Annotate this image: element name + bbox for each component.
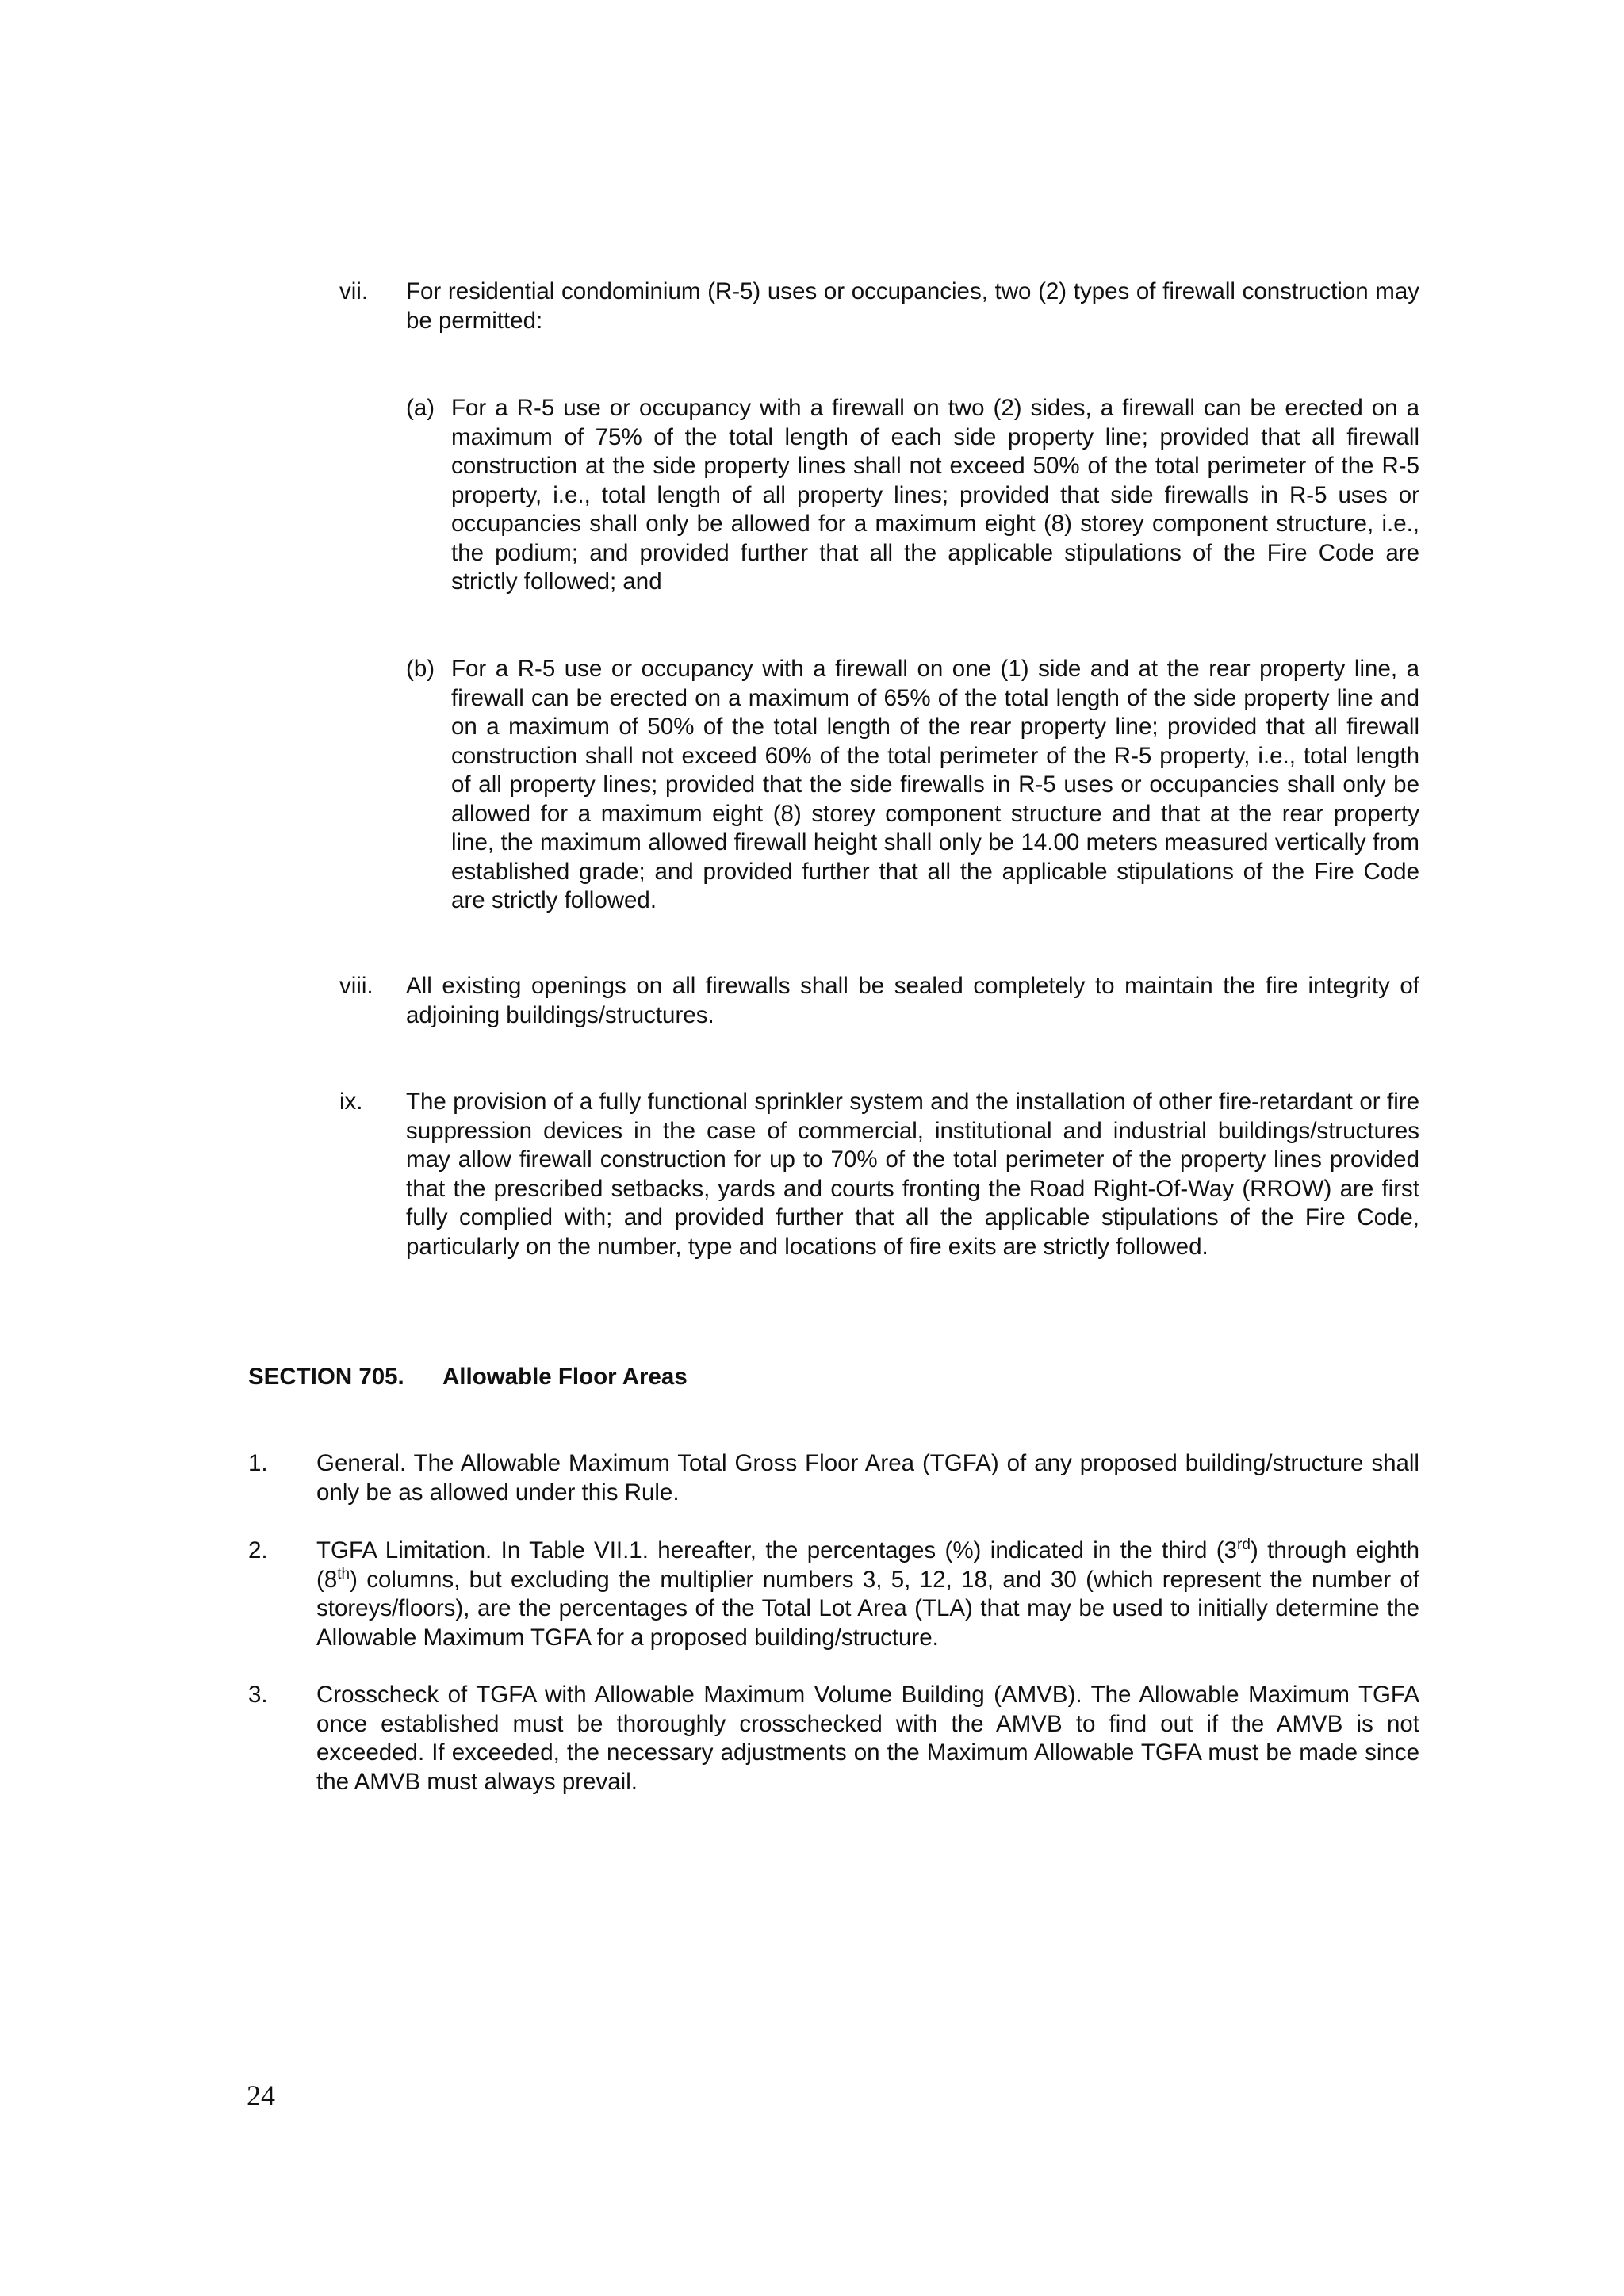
item-ix-text: The provision of a fully functional sprinkler system and the installation of other fire-retardant or fire suppression devices in the case of commercial, institutional and industrial buildings/structures may allow firewall construction for up to 70% of the total perimeter of the property lines provided that the prescribed setbacks, yards and courts fronting the Road Right-Of-Way (RROW) are first fully complied with; and provided further that all the applicable stipulations of the Fire Code, particularly on the number, type and locations of fire exits are strictly followed.: [406, 1089, 1419, 1260]
sub-a-text: For a R-5 use or occupancy with a firewall on two (2) sides, a firewall can be erected on a maximum of 75% of the total length of each side property line; provided that all firewall construction at the side property lines shall not exceed 50% of the total perimeter of the R-5 property, i.e., total length of all property lines; provided that side firewalls in R-5 uses or occupancies shall only be allowed for a maximum eight (8) storey component structure, i.e., the podium; and provided further that all the applicable stipulations of the Fire Code are strictly followed; and: [451, 395, 1419, 595]
item-vii-marker: vii.: [339, 278, 369, 304]
sub-a-label: (a): [406, 395, 435, 421]
numbered-1-text: General. The Allowable Maximum Total Gross Floor Area (TGFA) of any proposed building/structure shall only be as allowed under this Rule.: [316, 1450, 1419, 1506]
numbered-3-marker: 3.: [248, 1682, 268, 1708]
numbered-2-text: TGFA Limitation. In Table VII.1. hereafter, the percentages (%) indicated in the third (3rd) through eighth (8th) columns, but excluding the multiplier numbers 3, 5, 12, 18, and 30 (which represent the number of storeys/floors), are the percentages of the Total Lot Area (TLA) that may be used to initially determine the Allowable Maximum TGFA for a proposed building/structure.: [316, 1536, 1419, 1651]
numbered-1-marker: 1.: [248, 1450, 268, 1476]
item-vii-intro: For residential condominium (R-5) uses or occupancies, two (2) types of firewall construction may be permitted:: [406, 278, 1419, 334]
item-ix-marker: ix.: [339, 1089, 363, 1115]
page-number: 24: [247, 2080, 275, 2111]
numbered-2-marker: 2.: [248, 1537, 268, 1563]
item-viii-marker: viii.: [339, 973, 373, 999]
sub-b-label: (b): [406, 656, 435, 682]
section-title: Allowable Floor Areas: [442, 1364, 688, 1390]
superscript-rd: rd: [1237, 1536, 1251, 1554]
sub-b-text: For a R-5 use or occupancy with a firewall on one (1) side and at the rear property line, a firewall can be erected on a maximum of 65% of the total length of the side property line and on a maximum of 50% of the total length of the rear property line; provided that all firewall construction shall not exceed 60% of the total perimeter of the R-5 property, i.e., total length of all property lines; provided that the side firewalls in R-5 uses or occupancies shall only be allowed for a maximum eight (8) storey component structure and that at the rear property line, the maximum allowed firewall height shall only be 14.00 meters measured vertically from established grade; and provided further that all the applicable stipulations of the Fire Code are strictly followed.: [451, 656, 1419, 913]
superscript-th: th: [337, 1565, 350, 1582]
section-number: SECTION 705.: [248, 1364, 404, 1390]
numbered-3-text: Crosscheck of TGFA with Allowable Maximum Volume Building (AMVB). The Allowable Maximum TGFA once established must be thoroughly crosschecked with the AMVB to find out if the AMVB is not exceeded. If exceeded, the necessary adjustments on the Maximum Allowable TGFA must be made since the AMVB must always prevail.: [316, 1682, 1419, 1795]
item-viii-text: All existing openings on all firewalls shall be sealed completely to maintain the fire integrity of adjoining buildings/structures.: [406, 973, 1419, 1028]
